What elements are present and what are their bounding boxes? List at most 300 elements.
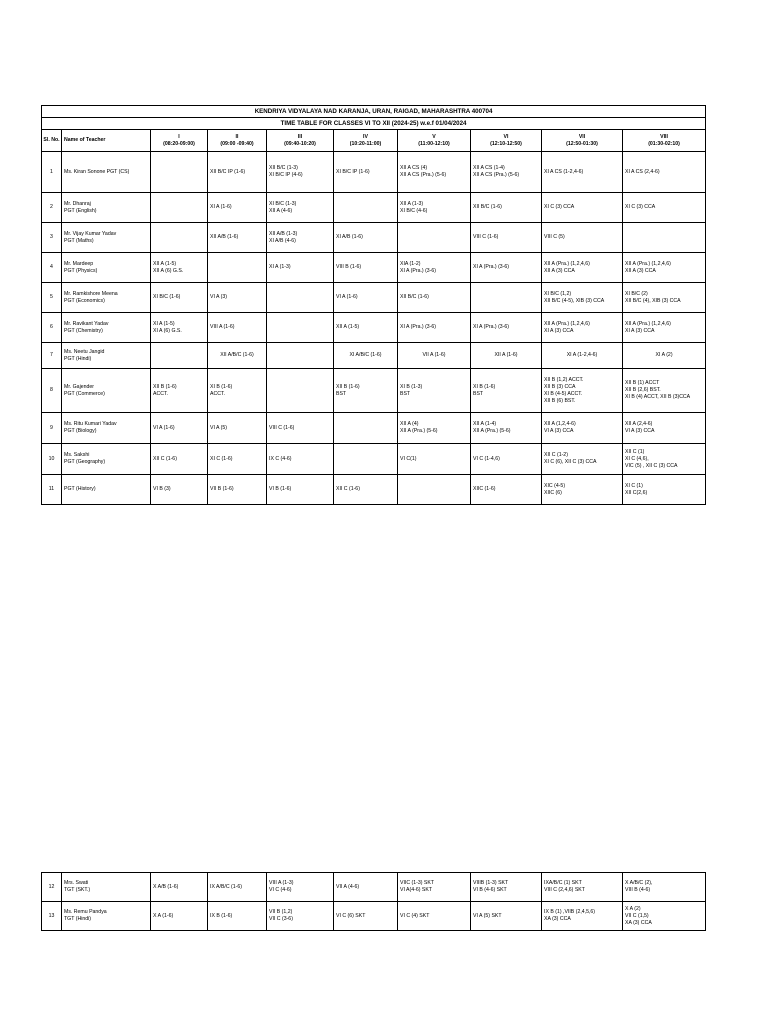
class-entry: VI C (4) SKT [400, 912, 430, 919]
class-entry: XI A (3) CCA [544, 327, 574, 334]
period-8-cell [623, 223, 706, 253]
class-entry: XII C (1) [625, 448, 645, 455]
period-8-cell [623, 873, 706, 902]
serial-number-cell: 2 [42, 193, 62, 223]
period-6-cell [471, 444, 542, 475]
class-entry: XII C (1-2) [544, 452, 568, 458]
class-entry: VI A (3) CCA [544, 428, 574, 434]
table-row [42, 413, 706, 444]
class-entry: IX B (1-6) [210, 912, 233, 919]
period-6-cell [471, 413, 542, 444]
period-3-cell [267, 283, 334, 313]
period-1-cell [151, 283, 208, 313]
class-entry: XII B (1-6) [336, 383, 360, 390]
period-4-cell [334, 283, 398, 313]
teacher-name-line: Ms. Sakshi [64, 452, 90, 458]
class-entry: X A/B/C (2), [625, 880, 653, 886]
class-entry: XII B/C (1-3) [269, 165, 298, 171]
header-period-6: VI (12:10-12:50) [471, 130, 542, 152]
period-5-cell [398, 283, 471, 313]
serial-number-cell: 7 [42, 343, 62, 369]
class-entry: XI B (1-3) [400, 383, 423, 390]
period-1-cell [151, 902, 208, 931]
period-4-cell [334, 253, 398, 283]
teacher-name-cell [62, 873, 151, 902]
header-sl-no: Sl. No. [42, 130, 62, 152]
class-entry: XII A (1-5) [336, 324, 360, 330]
table-row [42, 902, 706, 931]
teacher-name-line: TGT (Hindi) [64, 916, 91, 922]
teacher-name-line: PGT (Economics) [64, 297, 105, 304]
class-entry: XII B/C (1-6) [473, 204, 502, 210]
table-row [42, 283, 706, 313]
class-entry: BST [473, 390, 484, 397]
period-1-cell [151, 193, 208, 223]
class-entry: VIII B (1-6) [336, 264, 362, 270]
period-2-cell [208, 873, 267, 902]
period-5-cell [398, 223, 471, 253]
class-entry: XI A/B/C (1-6) [349, 352, 382, 358]
period-5-cell [398, 193, 471, 223]
class-entry: XI C (1) [625, 482, 643, 489]
period-5-cell [398, 253, 471, 283]
class-entry: XI A (1-6) [210, 204, 232, 210]
class-entry: IXA/B/C (1) SKT [544, 880, 582, 886]
period-1-cell [151, 223, 208, 253]
class-entry: VI C(1) [400, 455, 417, 462]
table-row [42, 369, 706, 413]
class-entry: XI A CS (1-2,4-6) [544, 168, 584, 175]
serial-number-cell: 10 [42, 444, 62, 475]
teacher-name-line: Ms. Kiran Sonone PGT (CS) [64, 168, 130, 175]
period-1-cell [151, 253, 208, 283]
class-entry: VII B (1,2) [269, 909, 293, 915]
period-7-cell [542, 152, 623, 193]
period-3-cell [267, 873, 334, 902]
teacher-name-cell [62, 313, 151, 343]
class-entry: XII A (4-6) [269, 207, 293, 214]
teacher-name-cell [62, 413, 151, 444]
class-entry: XII A CS (Pra.) (5-6) [473, 172, 520, 178]
teacher-name-cell [62, 343, 151, 369]
class-entry: VI A (1-6) [153, 424, 175, 431]
period-2-cell [208, 223, 267, 253]
class-entry: XII A/B (1-6) [210, 234, 239, 240]
period-2-cell [208, 475, 267, 505]
table-row [42, 152, 706, 193]
class-entry: VIII C (1-6) [473, 234, 499, 240]
class-entry: XII A/B (1-3) [269, 230, 298, 237]
period-6-cell [471, 873, 542, 902]
teacher-name-line: Mr. Dhanraj [64, 200, 91, 207]
table-row [42, 343, 706, 369]
class-entry: XI A (1-3) [269, 264, 291, 270]
class-entry: XII A (Pra.) (5-6) [400, 428, 438, 434]
class-entry: XII A (Pra.) (1,2,4,6) [544, 260, 590, 267]
class-entry: XII A (3) CCA [625, 267, 656, 274]
period-8-cell [623, 475, 706, 505]
period-6-cell [471, 369, 542, 413]
class-entry: VIC (5) , XII C (3) CCA [625, 462, 678, 469]
serial-number-cell: 11 [42, 475, 62, 505]
period-2-cell [208, 283, 267, 313]
serial-number-cell: 13 [42, 902, 62, 931]
class-entry: XII A (Pra.) (1,2,4,6) [625, 320, 671, 327]
header-period-5: V (11:00-12:10) [398, 130, 471, 152]
class-entry: VI C (4-6) [269, 887, 292, 893]
class-entry: XII A (1,2,4-6) [544, 421, 576, 427]
class-entry: XI A (Pra.) (3-6) [473, 324, 510, 330]
class-entry: ACCT. [210, 390, 225, 397]
teacher-name-line: Ms. Remu Pandya [64, 909, 107, 915]
class-entry: XII B (1) ACCT [625, 380, 660, 386]
class-entry: VIII C (2,4,6) SKT [544, 887, 585, 893]
period-3-cell [267, 475, 334, 505]
period-3-cell [267, 444, 334, 475]
class-entry: VI A (5) [210, 424, 228, 431]
serial-number-cell: 8 [42, 369, 62, 413]
class-entry: XII A (3) CCA [544, 267, 575, 274]
class-entry: XI A (1-2,4-6) [566, 352, 598, 358]
class-entry: VI A (3) [210, 294, 228, 300]
period-1-cell [151, 413, 208, 444]
header-row [42, 130, 706, 152]
class-entry: XIC (4-5) [544, 482, 566, 489]
class-entry: XA (3) CCA [544, 916, 571, 922]
period-3-cell [267, 253, 334, 283]
header-period-2: II (09:00 -09:40) [208, 130, 267, 152]
class-entry: XII A (6) G.S. [153, 267, 184, 274]
class-entry: XI C (1-6) [210, 455, 233, 462]
class-entry: XII A (4) [400, 421, 419, 427]
timetable-title: TIME TABLE FOR CLASSES VI TO XII (2024-25) w.e.f 01/04/2024 [42, 118, 706, 130]
period-5-cell [398, 152, 471, 193]
class-entry: XI A (6) G.S. [153, 327, 182, 334]
period-1-cell [151, 475, 208, 505]
period-1-cell [151, 369, 208, 413]
class-entry: XII A CS (Pra.) (5-6) [400, 172, 447, 178]
serial-number-cell: 9 [42, 413, 62, 444]
period-3-cell [267, 413, 334, 444]
class-entry: ACCT. [153, 390, 168, 397]
period-6-cell [471, 902, 542, 931]
class-entry: X A/B (1-6) [153, 883, 179, 890]
class-entry: XI B (1-6) [473, 383, 496, 390]
class-entry: VIII C (5) [544, 234, 565, 240]
class-entry: XIIC (6) [544, 489, 562, 496]
class-entry: XA (3) CCA [625, 919, 652, 926]
class-entry: XII B (1-6) [153, 383, 177, 390]
serial-number-cell: 6 [42, 313, 62, 343]
teacher-name-line: PGT (Hindi) [64, 355, 92, 362]
class-entry: XII B (6) BST. [544, 397, 576, 404]
period-5-cell [398, 343, 471, 369]
period-4-cell [334, 193, 398, 223]
school-title: KENDRIYA VIDYALAYA NAD KARANJA, URAN, RAIGAD, MAHARASHTRA 400704 [42, 106, 706, 118]
table-row [42, 313, 706, 343]
period-4-cell [334, 444, 398, 475]
period-1-cell [151, 313, 208, 343]
teacher-name-line: Ms. Neetu Jangid [64, 348, 105, 355]
teacher-name-cell [62, 283, 151, 313]
teacher-name-line: PGT (English) [64, 207, 97, 214]
period-3-cell [267, 313, 334, 343]
period-4-cell [334, 902, 398, 931]
period-8-cell [623, 902, 706, 931]
class-entry: XII A (1-4) [473, 421, 497, 427]
period-8-cell [623, 193, 706, 223]
period-5-cell [398, 313, 471, 343]
class-entry: XI A/B (1-6) [336, 234, 363, 240]
class-entry: BST [336, 390, 347, 397]
class-entry: XII B/C IP (1-6) [210, 168, 246, 175]
serial-number-cell: 5 [42, 283, 62, 313]
teacher-name-line: Mrs. Swati [64, 880, 89, 886]
table-row [42, 873, 706, 902]
period-2-cell [208, 253, 267, 283]
class-entry: VII C (1,5) [625, 912, 649, 919]
period-6-cell [471, 253, 542, 283]
class-entry: XI B/C (2) [625, 290, 648, 297]
teacher-name-line: PGT (History) [64, 486, 96, 492]
period-4-cell [334, 343, 398, 369]
class-entry: XII C (1-6) [336, 486, 360, 492]
class-entry: XI B/C (1-6) [153, 294, 181, 300]
period-3-cell [267, 152, 334, 193]
class-entry: BST [400, 390, 411, 397]
teacher-name-line: PGT (Geography) [64, 459, 106, 465]
header-period-7: VII (12:50-01:30) [542, 130, 623, 152]
class-entry: XII C (1-6) [153, 455, 177, 462]
class-entry: XII A/B/C (1-6) [220, 352, 254, 358]
class-entry: XII A (Pra.) (5-6) [473, 428, 511, 434]
class-entry: XII B (3) CCA [544, 383, 576, 390]
period-5-cell [398, 902, 471, 931]
class-entry: VI A (3) CCA [625, 428, 655, 434]
serial-number-cell: 3 [42, 223, 62, 253]
table-row [42, 253, 706, 283]
class-entry: VII C (3-6) [269, 916, 293, 922]
class-entry: VII A (1-6) [422, 352, 446, 358]
teacher-name-line: PGT (Biology) [64, 428, 97, 434]
table-row [42, 475, 706, 505]
table-row [42, 223, 706, 253]
class-entry: XI A (1-5) [153, 320, 175, 327]
period-5-cell [398, 873, 471, 902]
period-2-cell [208, 369, 267, 413]
table-row [42, 193, 706, 223]
period-2-cell [208, 193, 267, 223]
class-entry: XII B (1,2) ACCT. [544, 376, 584, 383]
period-8-cell [623, 444, 706, 475]
period-8-cell [623, 283, 706, 313]
class-entry: VI C (1-4,6) [473, 455, 500, 462]
class-entry: XI A (Pra.) (3-6) [473, 264, 510, 270]
class-entry: XII B/C (4), XIB (3) CCA [625, 297, 681, 304]
table-row [42, 444, 706, 475]
teacher-name-cell [62, 902, 151, 931]
class-entry: XI B/C (1,2) [544, 290, 572, 297]
class-entry: VI B (1-6) [269, 486, 292, 492]
period-2-cell [208, 152, 267, 193]
class-entry: XII A (1-3) [400, 200, 424, 207]
teacher-name-line: Mr. Mardeep [64, 260, 94, 267]
teacher-name-cell [62, 369, 151, 413]
period-7-cell [542, 283, 623, 313]
timetable-continued [41, 872, 706, 931]
class-entry: XI B (4-5) ACCT. [544, 390, 583, 397]
period-3-cell [267, 223, 334, 253]
teacher-name-line: Ms. Ritu Kumari Yadav [64, 421, 117, 427]
period-1-cell [151, 444, 208, 475]
period-4-cell [334, 413, 398, 444]
period-3-cell [267, 369, 334, 413]
header-period-8: VIII (01:30-02:10) [623, 130, 706, 152]
class-entry: XI B/C (4-6) [400, 207, 428, 214]
class-entry: XII A (2,4-6) [625, 421, 653, 427]
period-6-cell [471, 313, 542, 343]
class-entry: XII A (1-5) [153, 260, 177, 267]
period-7-cell [542, 444, 623, 475]
class-entry: XI C (4,6), [625, 455, 649, 462]
class-entry: XI B/C (1-3) [269, 200, 297, 207]
teacher-name-cell [62, 444, 151, 475]
teacher-name-line: Mr. Ramkishore Meena [64, 290, 118, 297]
class-entry: XII B/C (4-5), XIB (3) CCA [544, 297, 605, 304]
teacher-name-line: PGT (Maths) [64, 237, 94, 244]
period-7-cell [542, 413, 623, 444]
teacher-name-line: PGT (Chemistry) [64, 327, 103, 334]
period-5-cell [398, 413, 471, 444]
class-entry: VIIIB (1-3) SKT [473, 880, 509, 886]
period-8-cell [623, 152, 706, 193]
period-2-cell [208, 444, 267, 475]
period-7-cell [542, 369, 623, 413]
period-1-cell [151, 873, 208, 902]
period-8-cell [623, 313, 706, 343]
period-7-cell [542, 223, 623, 253]
class-entry: XII A CS (4) [400, 165, 428, 171]
class-entry: XI C (6), XII C (3) CCA [544, 459, 597, 465]
class-entry: XII A (Pra.) (1,2,4,6) [544, 320, 590, 327]
class-entry: VI B (3) [153, 486, 171, 492]
period-4-cell [334, 369, 398, 413]
class-entry: VII A (4-6) [336, 883, 360, 890]
class-entry: XII C(2,6) [625, 489, 648, 496]
class-entry: XII A (Pra.) (1,2,4,6) [625, 260, 671, 267]
period-5-cell [398, 475, 471, 505]
period-3-cell [267, 193, 334, 223]
period-3-cell [267, 902, 334, 931]
period-7-cell [542, 193, 623, 223]
period-6-cell [471, 283, 542, 313]
header-period-4: IV (10:20-11:00) [334, 130, 398, 152]
class-entry: XII B (2,6) BST. [625, 387, 661, 393]
class-entry: XI B/C IP (1-6) [336, 168, 370, 175]
class-entry: VII B (1-6) [210, 486, 234, 492]
period-4-cell [334, 313, 398, 343]
class-entry: XII A CS (1-4) [473, 165, 505, 171]
class-entry: XI A/B (4-6) [269, 237, 296, 244]
period-7-cell [542, 343, 623, 369]
class-entry: VI A(4-6) SKT [400, 887, 432, 893]
serial-number-cell: 12 [42, 873, 62, 902]
period-4-cell [334, 152, 398, 193]
period-7-cell [542, 873, 623, 902]
teacher-name-line: TGT (SKT.) [64, 887, 91, 893]
class-entry: VI A (1-6) [336, 294, 358, 300]
class-entry: VI B (4-6) SKT [473, 887, 507, 893]
period-4-cell [334, 475, 398, 505]
header-period-3: III (09:40-10:20) [267, 130, 334, 152]
period-1-cell [151, 343, 208, 369]
class-entry: XI A (Pra.) (3-6) [400, 324, 437, 330]
period-6-cell [471, 223, 542, 253]
period-8-cell [623, 413, 706, 444]
teacher-name-line: Mr. Vijay Kumar Yadav [64, 230, 117, 237]
class-entry: XI B/C IP (4-6) [269, 172, 303, 178]
class-entry: XI B (1-6) [210, 383, 233, 390]
teacher-name-line: Mr. Ravikant Yadav [64, 320, 109, 327]
period-2-cell [208, 343, 267, 369]
class-entry: XIA (1-2) [400, 260, 421, 267]
period-6-cell [471, 475, 542, 505]
class-entry: VIIC (1-3) SKT [400, 880, 435, 886]
period-8-cell [623, 253, 706, 283]
period-3-cell [267, 343, 334, 369]
class-entry: X A (2) [625, 905, 641, 912]
teacher-name-cell [62, 152, 151, 193]
teacher-name-cell [62, 253, 151, 283]
teacher-name-line: PGT (Commerce) [64, 390, 105, 397]
period-6-cell [471, 152, 542, 193]
class-entry: VIII A (1-6) [210, 324, 235, 330]
class-entry: XI C (3) CCA [625, 204, 656, 210]
period-5-cell [398, 369, 471, 413]
class-entry: XI B (4) ACCT, XII B (3)CCA [625, 394, 691, 400]
class-entry: XI C (3) CCA [544, 204, 575, 210]
teacher-name-cell [62, 475, 151, 505]
class-entry: VI A (5) SKT [473, 912, 502, 919]
serial-number-cell: 1 [42, 152, 62, 193]
period-6-cell [471, 343, 542, 369]
period-8-cell [623, 343, 706, 369]
period-4-cell [334, 873, 398, 902]
teacher-name-line: PGT (Physics) [64, 267, 98, 274]
period-2-cell [208, 413, 267, 444]
teacher-name-line: Mr. Gajender [64, 383, 94, 390]
period-1-cell [151, 152, 208, 193]
period-8-cell [623, 369, 706, 413]
serial-number-cell: 4 [42, 253, 62, 283]
class-entry: VIII A (1-3) [269, 880, 294, 886]
teacher-name-cell [62, 193, 151, 223]
teacher-name-cell [62, 223, 151, 253]
class-entry: VIII B (4-6) [625, 887, 651, 893]
class-entry: X A (1-6) [153, 912, 174, 919]
class-entry: XIIC (1-6) [473, 486, 496, 492]
class-entry: XII A (1-6) [494, 352, 518, 358]
period-6-cell [471, 193, 542, 223]
class-entry: XI A (3) CCA [625, 327, 655, 334]
period-7-cell [542, 902, 623, 931]
period-7-cell [542, 475, 623, 505]
class-entry: XI A (Pra.) (3-6) [400, 267, 437, 274]
period-7-cell [542, 253, 623, 283]
class-entry: XI A (2) [655, 352, 673, 358]
header-period-1: I (08:20-09:00) [151, 130, 208, 152]
class-entry: VI C (6) SKT [336, 912, 366, 919]
